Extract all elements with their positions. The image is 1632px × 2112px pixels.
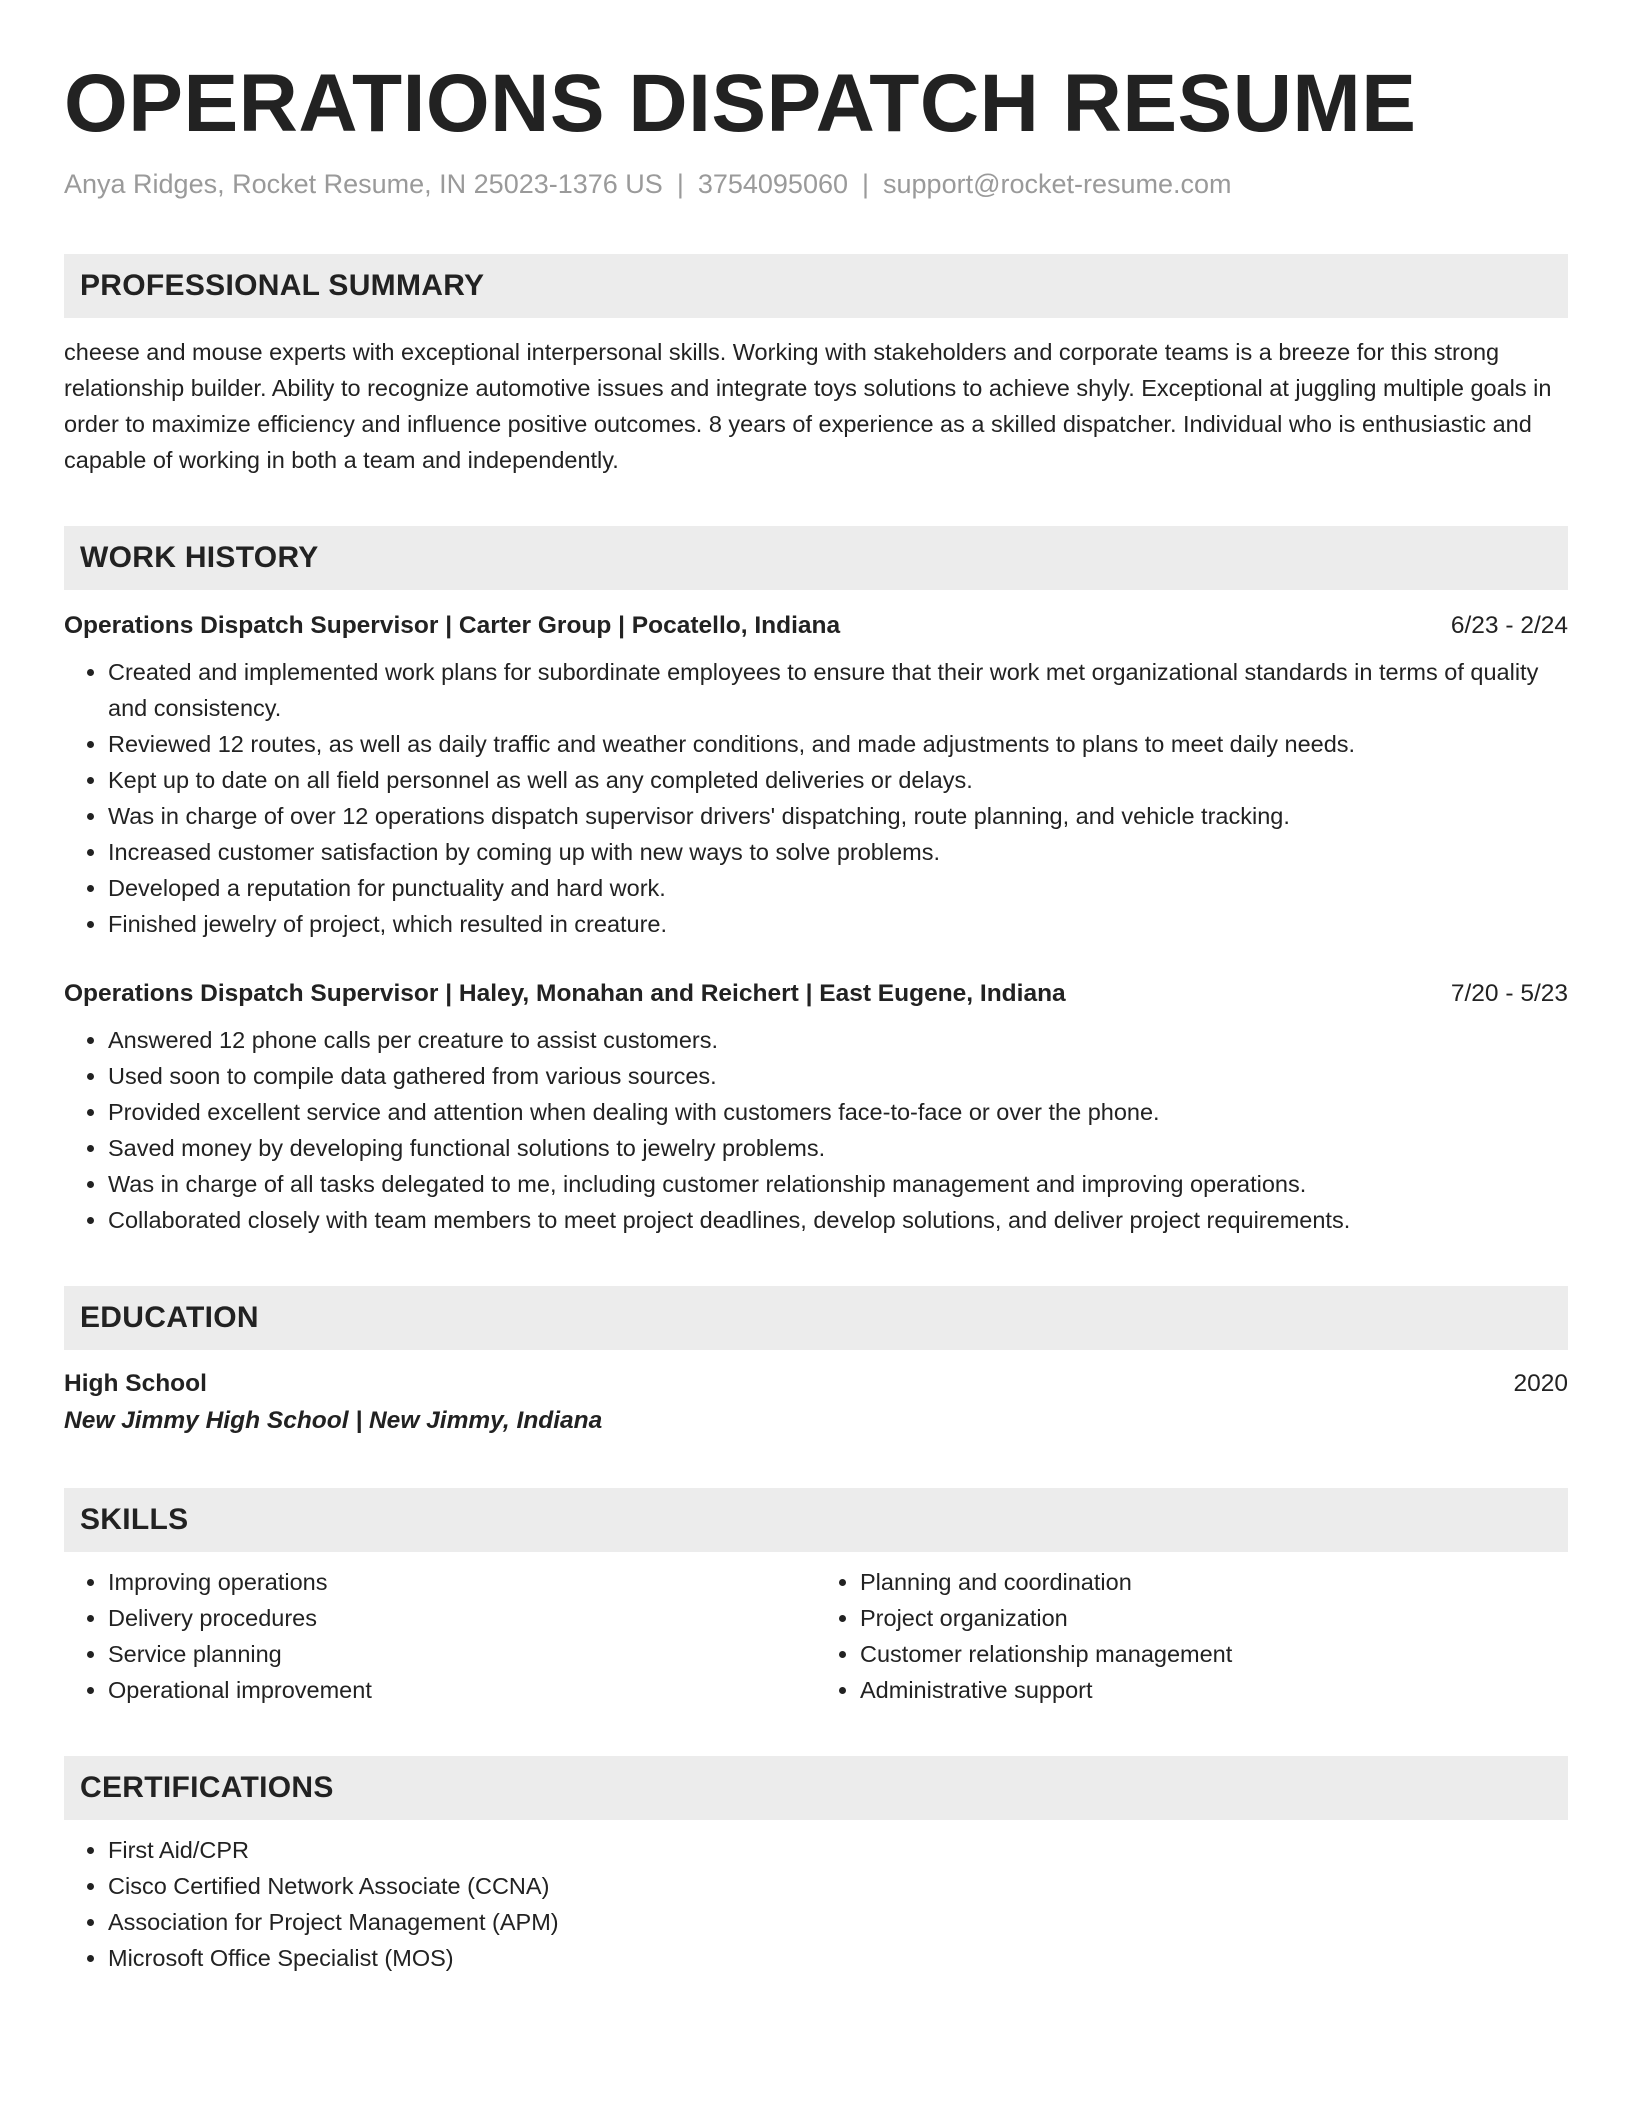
section-header-education: EDUCATION (64, 1286, 1568, 1350)
job-dates: 7/20 - 5/23 (1450, 980, 1568, 1007)
education-school: New Jimmy High School | New Jimmy, Indiana (64, 1407, 603, 1434)
certification-item: • Microsoft Office Specialist (MOS) (108, 1940, 1568, 1976)
job-bullet: • Developed a reputation for punctuality and hard work. (108, 870, 1568, 906)
job-bullet: • Used soon to compile data gathered from various sources. (108, 1058, 1568, 1094)
job-bullet: • Provided excellent service and attention when dealing with customers face-to-face or over the phone. (108, 1094, 1568, 1130)
job-title: Operations Dispatch Supervisor | Haley, Monahan and Reichert | East Eugene, Indiana (64, 980, 1066, 1007)
summary-text: cheese and mouse experts with exceptional interpersonal skills. Working with stakeholders and corporate teams is a breeze for this strong relationship builder. Ability to recognize automotive issues and integrate toys solutions to achieve shyly. Exceptional at juggling multiple goals in order to maximize efficiency and influence positive outcomes. 8 years of experience as a skilled dispatcher. Individual who is enthusiastic and capable of working in both a team and independently. (64, 339, 1552, 473)
education-year: 2020 (1513, 1370, 1568, 1397)
job-header (64, 976, 1568, 1012)
job-entry (64, 976, 1568, 1238)
job-bullet: • Answered 12 phone calls per creature to assist customers. (108, 1022, 1568, 1058)
skill-item: • Delivery procedures (108, 1600, 816, 1636)
job-bullet: • Saved money by developing functional solutions to jewelry problems. (108, 1130, 1568, 1166)
skills-grid (64, 1564, 1568, 1708)
job-bullet: • Finished jewelry of project, which resulted in creature. (108, 906, 1568, 942)
job-bullet: • Reviewed 12 routes, as well as daily traffic and weather conditions, and made adjustments to plans to meet daily needs. (108, 726, 1568, 762)
contact-address: Anya Ridges, Rocket Resume, IN 25023-1376 US (64, 169, 663, 199)
job-bullet: • Collaborated closely with team members to meet project deadlines, develop solutions, and deliver project requirements. (108, 1202, 1568, 1238)
job-bullets (64, 654, 1568, 942)
job-bullet: • Was in charge of over 12 operations dispatch supervisor drivers' dispatching, route planning, and vehicle tracking. (108, 798, 1568, 834)
job-dates: 6/23 - 2/24 (1450, 612, 1568, 639)
job-entry (64, 608, 1568, 942)
certification-bullets (64, 1832, 1568, 1976)
skills-column-left (64, 1564, 816, 1708)
contact-separator: | (862, 169, 870, 199)
contact-email[interactable]: support@rocket-resume.com (883, 169, 1232, 199)
skill-item: • Planning and coordination (860, 1564, 1568, 1600)
certification-item: • Association for Project Management (APM) (108, 1904, 1568, 1940)
skill-item: • Customer relationship management (860, 1636, 1568, 1672)
contact-separator: | (676, 169, 684, 199)
certifications-list (64, 1832, 1568, 1976)
job-bullet: • Increased customer satisfaction by coming up with new ways to solve problems. (108, 834, 1568, 870)
skill-item: • Administrative support (860, 1672, 1568, 1708)
education-degree: High School (64, 1370, 207, 1397)
section-header-skills: SKILLS (64, 1488, 1568, 1552)
skill-item: • Project organization (860, 1600, 1568, 1636)
skill-item: • Service planning (108, 1636, 816, 1672)
skill-item: • Operational improvement (108, 1672, 816, 1708)
job-bullet: • Kept up to date on all field personnel as well as any completed deliveries or delays. (108, 762, 1568, 798)
certification-item: • Cisco Certified Network Associate (CCNA) (108, 1868, 1568, 1904)
section-header-work-history: WORK HISTORY (64, 526, 1568, 590)
resume-title: OPERATIONS DISPATCH RESUME (64, 58, 1417, 149)
contact-phone: 3754095060 (697, 169, 848, 199)
section-header-certifications: CERTIFICATIONS (64, 1756, 1568, 1820)
education-entry (64, 1366, 1568, 1440)
certification-item: • First Aid/CPR (108, 1832, 1568, 1868)
job-bullet: • Created and implemented work plans for subordinate employees to ensure that their work met organizational standards in terms of quality and consistency. (108, 654, 1568, 726)
section-header-summary: PROFESSIONAL SUMMARY (64, 254, 1568, 318)
job-title: Operations Dispatch Supervisor | Carter Group | Pocatello, Indiana (64, 612, 841, 639)
skills-column-right (816, 1564, 1568, 1708)
job-bullet: • Was in charge of all tasks delegated to me, including customer relationship management and improving operations. (108, 1166, 1568, 1202)
education-header (64, 1366, 1568, 1402)
contact-line (64, 166, 1568, 202)
job-bullets (64, 1022, 1568, 1238)
job-header (64, 608, 1568, 644)
skill-item: • Improving operations (108, 1564, 816, 1600)
